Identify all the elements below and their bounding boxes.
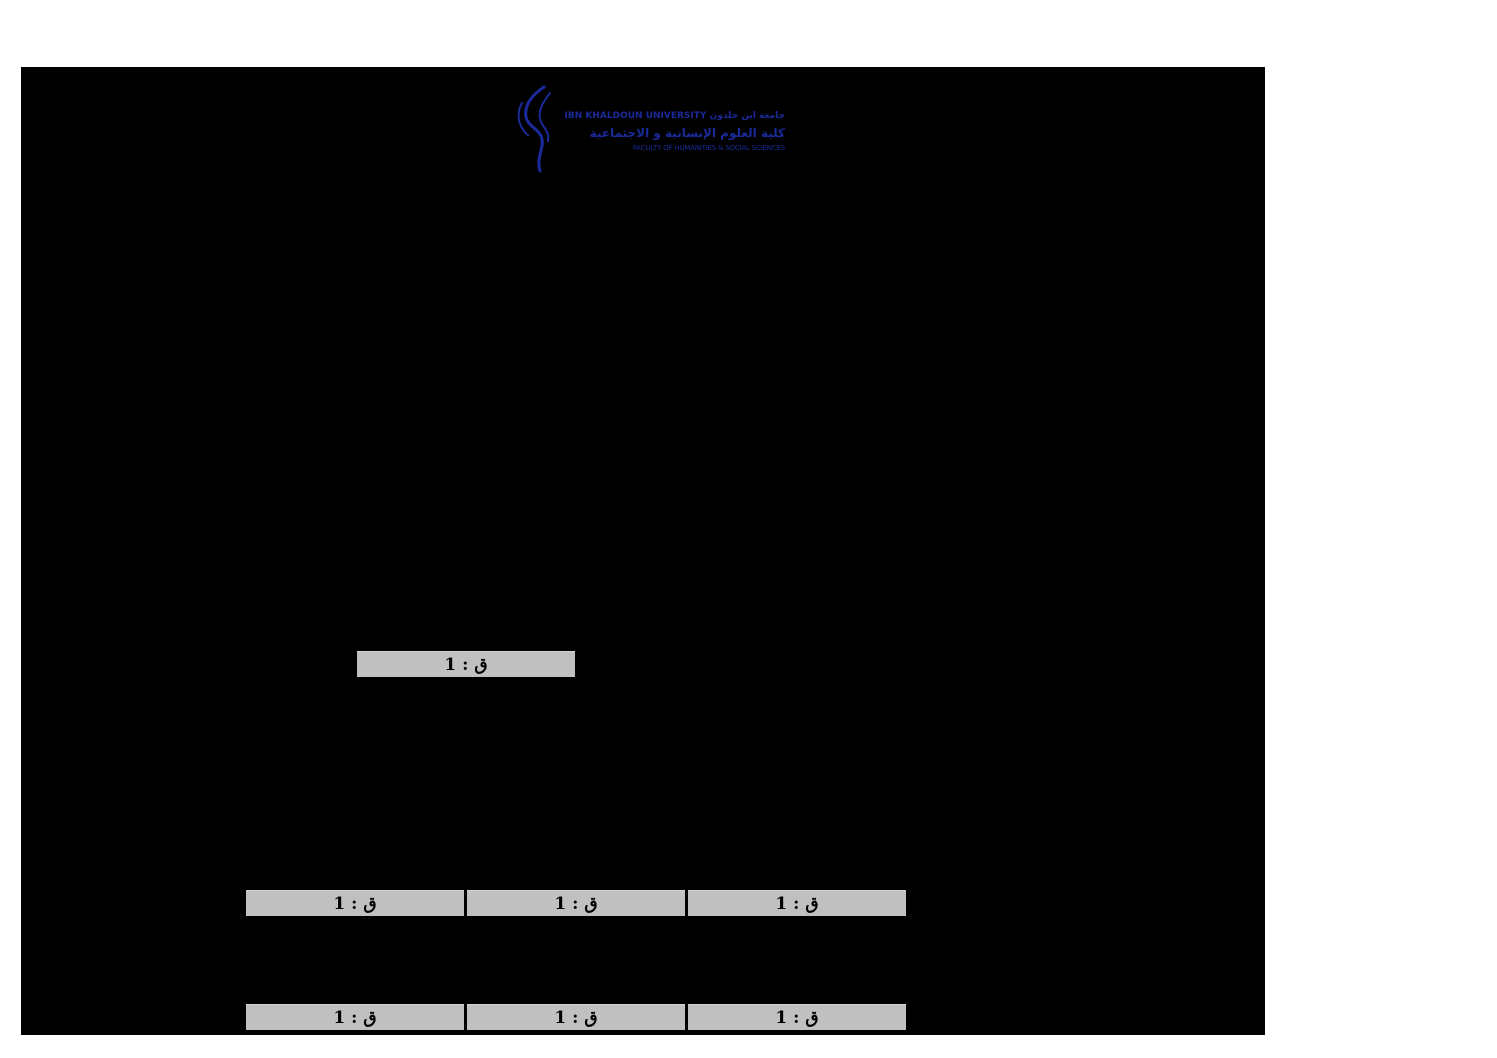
grade-cell-row1-3: ق : 1 xyxy=(688,890,906,916)
grade-cell-row2-3: ق : 1 xyxy=(688,1004,906,1030)
grade-cell-row1-1: ق : 1 xyxy=(246,890,464,916)
university-logo xyxy=(514,83,794,175)
grade-cell-row2-2: ق : 1 xyxy=(467,1004,685,1030)
logo-faculty-arabic: كلية العلوم الإنسانية و الاجتماعية xyxy=(589,126,785,140)
logo-faculty-english: FACULTY OF HUMANITIES & SOCIAL SCIENCES xyxy=(633,144,785,152)
document-page xyxy=(21,67,1265,1035)
grade-cell-top: ق : 1 xyxy=(357,651,575,677)
grade-cell-row1-2: ق : 1 xyxy=(467,890,685,916)
grade-cell-row2-1: ق : 1 xyxy=(246,1004,464,1030)
logo-emblem-icon xyxy=(514,83,560,175)
logo-university-name: جامعة ابن خلدون IBN KHALDOUN UNIVERSITY xyxy=(564,111,785,121)
